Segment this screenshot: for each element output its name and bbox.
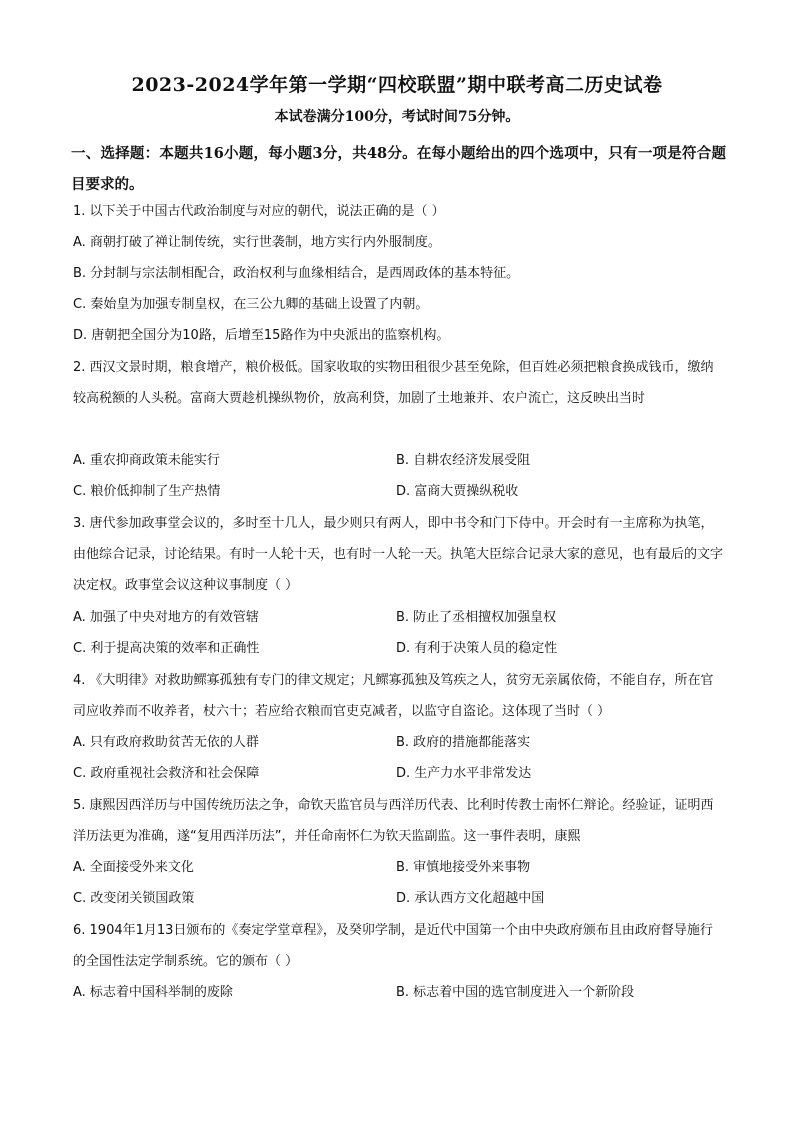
question-1-option-d: D. 唐朝把全国分为10路，后增至15路作为中央派出的监察机构。	[73, 328, 450, 343]
question-4-option-b: B. 政府的措施都能落实	[396, 735, 531, 750]
question-4-option-a: A. 只有政府救助贫苦无依的人群	[73, 735, 259, 750]
question-5-stem: 5. 康熙因西洋历与中国传统历法之争，命钦天监官员与西洋历代表、比利时传教士南怀仁辩论。经验证，证明西洋历法更为准确，遂“复用西洋历法”，并任命南怀仁为钦天监副监。这一事件表明，康熙	[73, 798, 714, 844]
question-2-option-c: C. 粮价低抑制了生产热情	[73, 484, 221, 499]
question-4-option-c: C. 政府重视社会救济和社会保障	[73, 766, 260, 781]
question-3-stem: 3. 唐代参加政事堂会议的，多时至十几人，最少则只有两人，即中书令和门下侍中。开会时有一主席称为执笔，由他综合记录，讨论结果。有时一人轮十天，也有时一人轮一天。执笔大臣综合记录大家的意见，也有最后的文字决定权。政事堂会议这种议事制度（ ）	[73, 516, 724, 593]
question-2-option-b: B. 自耕农经济发展受阻	[396, 453, 531, 468]
exam-subtitle: 本试卷满分100分，考试时间75分钟。	[274, 109, 520, 125]
question-6-stem: 6. 1904年1月13日颁布的《奏定学堂章程》，及癸卯学制，是近代中国第一个由中央政府颁布且由政府督导施行的全国性法定学制系统。它的颁布（ ）	[73, 923, 713, 969]
question-1-stem: 1. 以下关于中国古代政治制度与对应的朝代，说法正确的是（ ）	[73, 204, 445, 219]
section-heading: 一、选择题：本题共16小题，每小题3分，共48分。在每小题给出的四个选项中，只有一项是符合题目要求的。	[71, 145, 726, 193]
question-3-option-c: C. 利于提高决策的效率和正确性	[73, 641, 260, 656]
question-2-stem: 2. 西汉文景时期，粮食增产，粮价极低。国家收取的实物田租很少甚至免除，但百姓必须把粮食换成钱币，缴纳较高税额的人头税。富商大贾趁机操纵物价，放高利贷，加剧了土地兼并、农户流亡，这反映出当时	[73, 360, 714, 406]
question-6-option-a: A. 标志着中国科举制的废除	[73, 985, 233, 1000]
question-6-option-b: B. 标志着中国的选官制度进入一个新阶段	[396, 985, 635, 1000]
question-1-option-b: B. 分封制与宗法制相配合，政治权利与血缘相结合，是西周政体的基本特征。	[73, 266, 520, 281]
question-4-stem: 4. 《大明律》对救助鳏寡孤独有专门的律文规定；凡鳏寡孤独及笃疾之人，贫穷无亲属依倚，不能自存，所在官司应收养而不收养者，杖六十；若应给衣粮而官吏克减者，以监守自盗论。这体现了当时（ ）	[73, 673, 714, 719]
exam-title: 2023-2024学年第一学期“四校联盟”期中联考高二历史试卷	[131, 74, 663, 96]
question-5-option-b: B. 审慎地接受外来事物	[396, 860, 531, 875]
question-3-option-d: D. 有利于决策人员的稳定性	[396, 641, 558, 656]
question-4-option-d: D. 生产力水平非常发达	[396, 766, 532, 781]
question-3-option-b: B. 防止了丞相擅权加强皇权	[396, 610, 557, 625]
question-3-option-a: A. 加强了中央对地方的有效管辖	[73, 610, 259, 625]
question-5-option-a: A. 全面接受外来文化	[73, 860, 194, 875]
question-1-option-a: A. 商朝打破了禅让制传统，实行世袭制，地方实行内外服制度。	[73, 235, 441, 250]
question-1-option-c: C. 秦始皇为加强专制皇权，在三公九卿的基础上设置了内朝。	[73, 297, 429, 312]
question-2-option-a: A. 重农抑商政策未能实行	[73, 453, 220, 468]
question-2-option-d: D. 富商大贾操纵税收	[396, 484, 519, 499]
question-5-option-c: C. 改变闭关锁国政策	[73, 891, 195, 906]
question-5-option-d: D. 承认西方文化超越中国	[396, 891, 545, 906]
